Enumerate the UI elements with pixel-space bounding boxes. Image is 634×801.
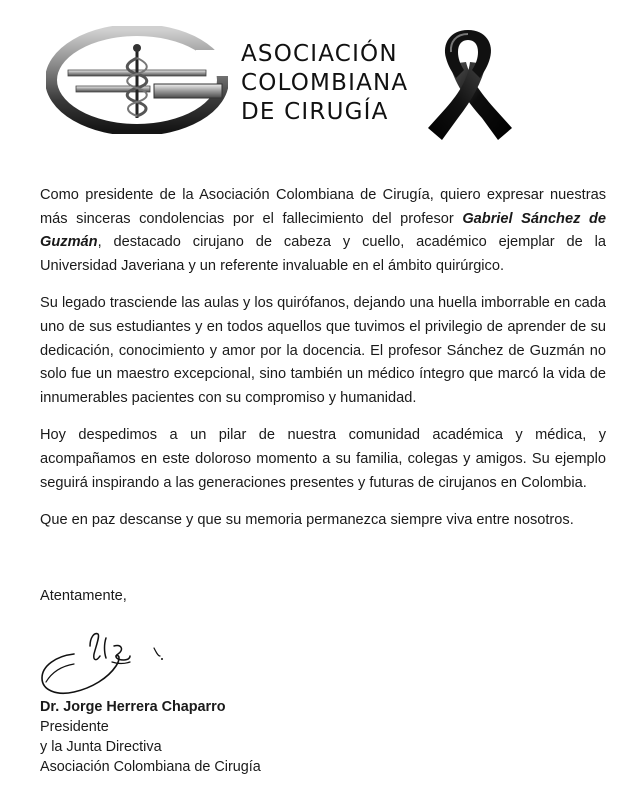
acc-logo-icon [46, 26, 228, 134]
handwritten-signature-icon [38, 626, 174, 700]
paragraph-legacy: Su legado trasciende las aulas y los quirófanos, dejando una huella imborrable en cada uno de sus estudiantes y en todos aquellos que tuvimos el privilegio de aprender de su dedicación, conocimiento y amor por la docencia. El profesor Sánchez de Guzmán no solo fue un maestro excepcional, sino también un médico íntegro que marcó la vida de innumerables pacientes con su compromiso y humanidad. [40, 295, 606, 406]
paragraph-1-rest: , destacado cirujano de cabeza y cuello, académico ejemplar de la Universidad Javeriana y un referente invaluable en el ámbito quirúrgico. [40, 234, 606, 274]
paragraph-1-intro: Como presidente de la Asociación Colombiana de Cirugía, quiero expresar nuestras más sinceras condolencias por el fallecimiento del profesor [40, 187, 606, 227]
signatory-name: Dr. Jorge Herrera Chaparro [40, 699, 226, 715]
signatory-board: y la Junta Directiva [40, 739, 162, 755]
org-name-line-1: ASOCIACIÓN [241, 41, 398, 67]
closing-salutation: Atentamente, [40, 588, 127, 604]
letterhead [0, 0, 634, 160]
signatory-block [40, 697, 261, 777]
mourning-ribbon-icon [420, 26, 518, 144]
paragraph-farewell: Hoy despedimos a un pilar de nuestra comunidad académica y médica, y acompañamos en este doloroso momento a su familia, colegas y amigos. Su ejemplo seguirá inspirando a las generaciones presentes y futuras de cirujanos en Colombia. [40, 427, 606, 491]
signatory-organization: Asociación Colombiana de Cirugía [40, 759, 261, 775]
organization-name [241, 40, 441, 127]
paragraph-rest-in-peace: Que en paz descanse y que su memoria permanezca siempre viva entre nosotros. [40, 512, 574, 529]
deceased-name: Gabriel Sánchez de Guzmán [40, 210, 606, 251]
letter-body [40, 184, 606, 547]
org-name-line-2: COLOMBIANA [241, 70, 409, 96]
signatory-role: Presidente [40, 719, 109, 735]
paragraph-condolences [40, 184, 606, 278]
org-name-line-3: DE CIRUGÍA [241, 99, 389, 125]
